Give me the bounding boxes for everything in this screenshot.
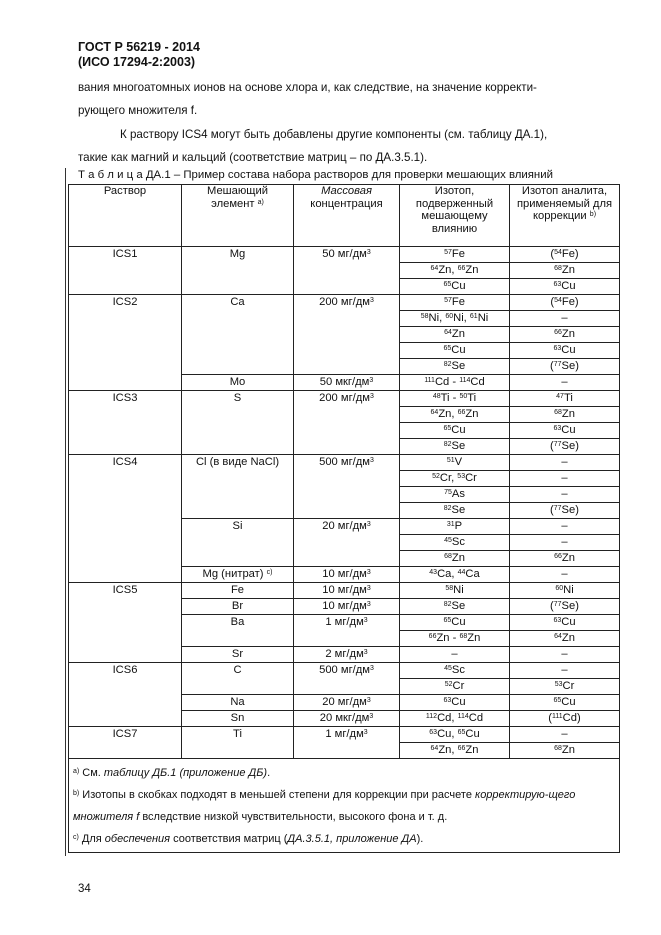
isotope-cell: $^{51}$V	[400, 455, 510, 471]
col-header-concentration: Массовая концентрация	[294, 185, 400, 247]
element-cell: Sn	[182, 711, 294, 727]
element-cell: Sr	[182, 647, 294, 663]
isotope-cell: $^{65}$Cu	[400, 423, 510, 439]
element-cell: Mg	[182, 247, 294, 295]
col-header-solution: Раствор	[69, 185, 182, 247]
table-row	[69, 663, 620, 679]
correction-cell: ($^{54}$Fe)	[510, 295, 620, 311]
table-row	[69, 727, 620, 743]
correction-cell: –	[510, 727, 620, 743]
correction-cell: –	[510, 519, 620, 535]
table-row	[69, 295, 620, 311]
isotope-cell: $^{82}$Se	[400, 599, 510, 615]
isotope-cell: $^{64}$Zn, $^{66}$Zn	[400, 743, 510, 759]
correction-cell: –	[510, 375, 620, 391]
footnote-b: $^{b)}$ Изотопы в скобках подходят в меньшей степени для коррекции при расчете корректирую-щего множителя f вследствие низкой чувствительности, высокого фона и т. д.	[73, 789, 576, 823]
correction-cell: $^{63}$Cu	[510, 343, 620, 359]
concentration-cell: 10 $мг/дм^3$	[294, 567, 400, 583]
correction-cell: $^{68}$Zn	[510, 407, 620, 423]
correction-cell: $^{47}$Ti	[510, 391, 620, 407]
isotope-cell: $^{52}$Cr, $^{53}$Cr	[400, 471, 510, 487]
isotope-cell: $^{57}$Fe	[400, 247, 510, 263]
isotope-cell: $^{65}$Cu	[400, 279, 510, 295]
element-cell: Cl (в виде NaCl)	[182, 455, 294, 519]
element-cell: Ca	[182, 295, 294, 375]
element-cell: Ba	[182, 615, 294, 647]
correction-cell: $^{68}$Zn	[510, 263, 620, 279]
col-header-correction: Изотоп аналита, применяемый для коррекции $^{b)}$	[510, 185, 620, 247]
solution-cell: ICS4	[69, 455, 182, 583]
correction-cell: $^{63}$Cu	[510, 279, 620, 295]
footnote-a: $^{a)}$ См. таблицу ДБ.1 (приложение ДБ).	[73, 767, 271, 779]
revision-bar	[65, 168, 66, 856]
correction-cell: $^{68}$Zn	[510, 743, 620, 759]
correction-cell: –	[510, 311, 620, 327]
correction-cell: –	[510, 487, 620, 503]
solution-cell: ICS5	[69, 583, 182, 663]
isotope-cell: $^{58}$Ni	[400, 583, 510, 599]
concentration-cell: 1 $мг/дм^3$	[294, 615, 400, 647]
concentration-cell: 2 $мг/дм^3$	[294, 647, 400, 663]
table-row	[69, 455, 620, 471]
correction-cell: $^{53}$Cr	[510, 679, 620, 695]
correction-cell: ($^{111}$Cd)	[510, 711, 620, 727]
isotope-cell: $^{63}$Cu	[400, 695, 510, 711]
paragraph-line: К раствору ICS4 могут быть добавлены другие компоненты (см. таблицу ДА.1),	[120, 128, 548, 141]
isotope-cell: $^{58}$Ni, $^{60}$Ni, $^{61}$Ni	[400, 311, 510, 327]
paragraph-line: рующего множителя f.	[78, 104, 198, 117]
isotope-cell: $^{48}$Ti - $^{50}$Ti	[400, 391, 510, 407]
concentration-cell: 20 $мг/дм^3$	[294, 519, 400, 567]
table-footnotes-row	[69, 759, 620, 853]
element-cell: Na	[182, 695, 294, 711]
table-row	[69, 583, 620, 599]
solution-cell: ICS6	[69, 663, 182, 727]
concentration-cell: 500 $мг/дм^3$	[294, 455, 400, 519]
document-header	[78, 40, 200, 70]
correction-cell: $^{60}$Ni	[510, 583, 620, 599]
element-cell: C	[182, 663, 294, 695]
element-cell: Fe	[182, 583, 294, 599]
isotope-cell: $^{65}$Cu	[400, 615, 510, 631]
table-header-row	[69, 185, 620, 247]
concentration-cell: 10 $мг/дм^3$	[294, 583, 400, 599]
col-header-element: Мешающий элемент $^{а)}$	[182, 185, 294, 247]
concentration-cell: 200 $мг/дм^3$	[294, 391, 400, 455]
isotope-cell: $^{68}$Zn	[400, 551, 510, 567]
isotope-cell: $^{31}$P	[400, 519, 510, 535]
isotope-cell: $^{45}$Sc	[400, 535, 510, 551]
concentration-cell: 1 $мг/дм^3$	[294, 727, 400, 759]
table-row	[69, 247, 620, 263]
isotope-cell: $^{43}$Ca, $^{44}$Ca	[400, 567, 510, 583]
isotope-cell: $^{65}$Cu	[400, 343, 510, 359]
correction-cell: $^{66}$Zn	[510, 327, 620, 343]
correction-cell: $^{63}$Cu	[510, 615, 620, 631]
correction-cell: ($^{77}$Se)	[510, 599, 620, 615]
footnote-c: $^{c)}$ Для обеспечения соответствия матриц (ДА.3.5.1, приложение ДА).	[73, 833, 424, 845]
element-cell: Mg (нитрат) $^{c)}$	[182, 567, 294, 583]
correction-cell: –	[510, 567, 620, 583]
isotope-cell: $^{112}$Cd, $^{114}$Cd	[400, 711, 510, 727]
correction-cell: ($^{77}$Se)	[510, 359, 620, 375]
isotope-cell: –	[400, 647, 510, 663]
concentration-cell: 200 $мг/дм^3$	[294, 295, 400, 375]
correction-cell: ($^{77}$Se)	[510, 439, 620, 455]
correction-cell: ($^{77}$Se)	[510, 503, 620, 519]
isotope-cell: $^{64}$Zn, $^{66}$Zn	[400, 263, 510, 279]
isotope-cell: $^{64}$Zn, $^{66}$Zn	[400, 407, 510, 423]
isotope-cell: $^{82}$Se	[400, 503, 510, 519]
concentration-cell: 50 $мг/дм^3$	[294, 247, 400, 295]
solution-cell: ICS3	[69, 391, 182, 455]
isotope-cell: $^{75}$As	[400, 487, 510, 503]
table-footnotes	[69, 759, 620, 853]
concentration-cell: 20 $мг/дм^3$	[294, 695, 400, 711]
concentration-cell: 20 мкг/$дм^3$	[294, 711, 400, 727]
isotope-cell: $^{64}$Zn	[400, 327, 510, 343]
correction-cell: $^{65}$Cu	[510, 695, 620, 711]
table-row	[69, 391, 620, 407]
isotope-cell: $^{63}$Cu, $^{65}$Cu	[400, 727, 510, 743]
correction-cell: –	[510, 455, 620, 471]
paragraph-line: вания многоатомных ионов на основе хлора и, как следствие, на значение корректи-	[78, 81, 537, 94]
concentration-cell: 500 $мг/дм^3$	[294, 663, 400, 695]
isotope-cell: $^{82}$Se	[400, 359, 510, 375]
isotope-cell: $^{45}$Sc	[400, 663, 510, 679]
col-header-isotope: Изотоп, подверженный мешающему влиянию	[400, 185, 510, 247]
element-cell: Ti	[182, 727, 294, 759]
correction-cell: –	[510, 663, 620, 679]
iso-reference: (ИСО 17294-2:2003)	[78, 55, 196, 69]
concentration-cell: 50 мкг/$дм^3$	[294, 375, 400, 391]
table-caption: Т а б л и ц а ДА.1 – Пример состава набора растворов для проверки мешающих влияний	[78, 169, 553, 181]
correction-cell: $^{64}$Zn	[510, 631, 620, 647]
correction-cell: –	[510, 647, 620, 663]
standard-number: ГОСТ Р 56219 - 2014	[78, 40, 200, 54]
element-cell: Br	[182, 599, 294, 615]
element-cell: S	[182, 391, 294, 455]
isotope-cell: $^{111}$Cd - $^{114}$Cd	[400, 375, 510, 391]
page-number: 34	[78, 883, 91, 895]
solution-cell: ICS7	[69, 727, 182, 759]
interference-table	[68, 184, 620, 853]
isotope-cell: $^{66}$Zn - $^{68}$Zn	[400, 631, 510, 647]
solution-cell: ICS2	[69, 295, 182, 391]
paragraph-line: такие как магний и кальций (соответствие матриц – по ДА.3.5.1).	[78, 151, 428, 164]
correction-cell: –	[510, 535, 620, 551]
correction-cell: $^{63}$Cu	[510, 423, 620, 439]
element-cell: Mo	[182, 375, 294, 391]
isotope-cell: $^{57}$Fe	[400, 295, 510, 311]
correction-cell: ($^{54}$Fe)	[510, 247, 620, 263]
isotope-cell: $^{52}$Cr	[400, 679, 510, 695]
correction-cell: $^{66}$Zn	[510, 551, 620, 567]
element-cell: Si	[182, 519, 294, 567]
concentration-cell: 10 $мг/дм^3$	[294, 599, 400, 615]
correction-cell: –	[510, 471, 620, 487]
solution-cell: ICS1	[69, 247, 182, 295]
isotope-cell: $^{82}$Se	[400, 439, 510, 455]
